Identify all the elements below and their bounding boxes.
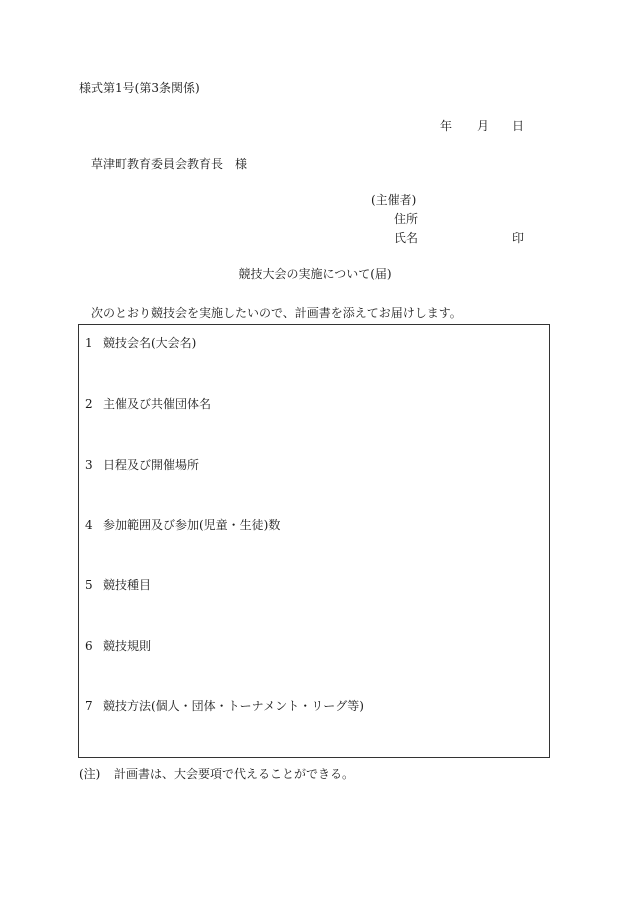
plan-item-number: 6 [85, 639, 93, 653]
plan-item-label: 日程及び開催場所 [103, 458, 200, 472]
plan-item-number: 5 [85, 578, 93, 592]
name-label: 氏名 [394, 231, 419, 245]
date-month-label: 月 [477, 119, 490, 133]
note-prefix: (注) [79, 767, 101, 781]
plan-item-label: 主催及び共催団体名 [103, 397, 212, 411]
plan-item-number: 2 [85, 397, 93, 411]
note-text: 計画書は、大会要項で代えることができる。 [114, 767, 355, 781]
seal-mark: 印 [512, 231, 525, 245]
addressee: 草津町教育委員会教育長 様 [91, 157, 248, 171]
plan-item-number: 1 [85, 336, 93, 350]
plan-item-label: 競技会名(大会名) [103, 336, 197, 350]
plan-item-number: 4 [85, 518, 93, 532]
form-number: 様式第1号(第3条関係) [79, 81, 200, 95]
plan-item-number: 3 [85, 458, 93, 472]
date-year-label: 年 [440, 119, 453, 133]
plan-item-label: 競技方法(個人・団体・トーナメント・リーグ等) [103, 699, 364, 713]
plan-item-label: 競技種目 [103, 578, 152, 592]
plan-item-number: 7 [85, 699, 93, 713]
note [79, 767, 354, 781]
intro-text: 次のとおり競技会を実施したいので、計画書を添えてお届けします。 [91, 306, 462, 320]
plan-item-label: 競技規則 [103, 639, 152, 653]
date-day-label: 日 [512, 119, 525, 133]
address-label: 住所 [394, 212, 419, 226]
organizer-label: (主催者) [371, 193, 417, 207]
plan-form-box [78, 324, 550, 758]
document-title: 競技大会の実施について(届) [238, 267, 392, 281]
plan-item-label: 参加範囲及び参加(児童・生徒)数 [103, 518, 281, 532]
